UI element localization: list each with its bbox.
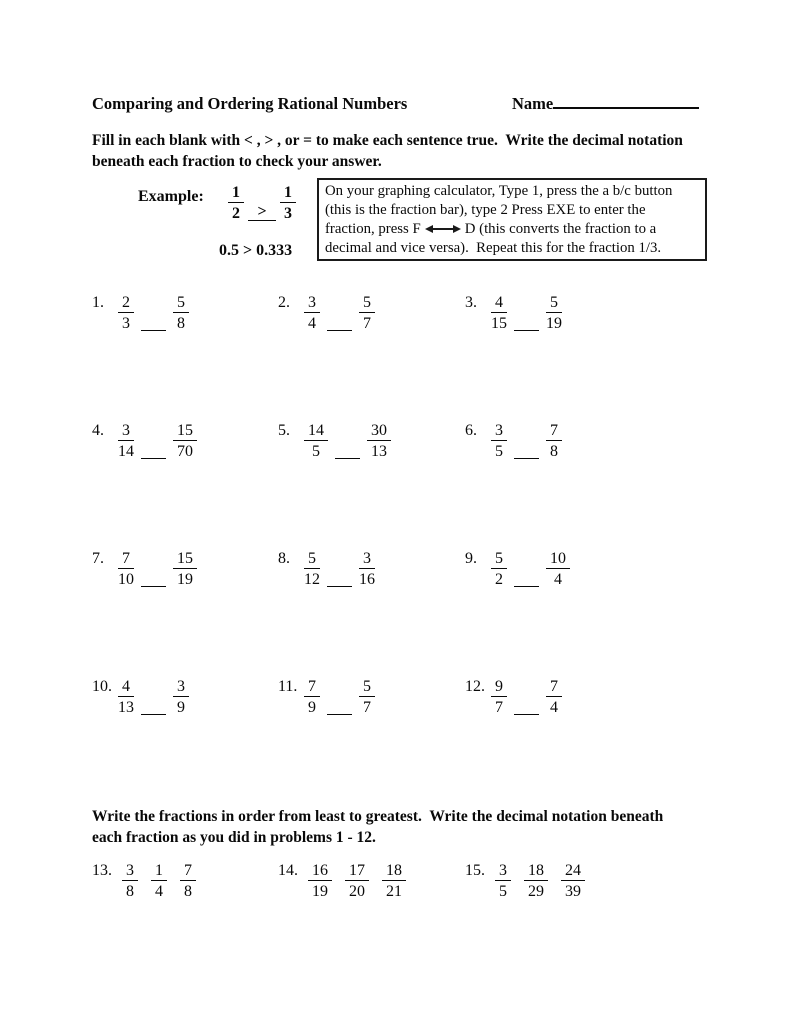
note-line-2: (this is the fraction bar), type 2 Press EXE to enter the (325, 202, 646, 218)
fraction-numerator: 3 (495, 862, 511, 881)
fraction-numerator: 5 (359, 678, 375, 697)
calculator-note-box (317, 178, 707, 261)
fraction-numerator: 24 (561, 862, 585, 881)
fraction (173, 422, 197, 460)
problem-number: 12. (465, 678, 485, 695)
fraction-numerator: 9 (491, 678, 507, 697)
fraction-denominator: 3 (122, 315, 130, 332)
fraction-numerator: 15 (173, 422, 197, 441)
fraction (118, 422, 134, 460)
fraction-numerator: 5 (491, 550, 507, 569)
fraction (359, 294, 375, 332)
fraction (304, 422, 328, 460)
fraction (359, 550, 375, 588)
fraction-denominator: 8 (177, 315, 185, 332)
fraction (308, 862, 332, 900)
problem-8 (278, 550, 465, 588)
problem-number: 3. (465, 294, 477, 311)
fraction (151, 862, 167, 900)
fraction-numerator: 7 (180, 862, 196, 881)
answer-blank[interactable] (327, 585, 352, 587)
fraction (382, 862, 406, 900)
fraction-numerator: 15 (173, 550, 197, 569)
fraction-numerator: 5 (173, 294, 189, 313)
name-blank-line[interactable] (553, 95, 699, 109)
problem-number: 8. (278, 550, 290, 567)
fraction (491, 294, 507, 332)
problem-11 (278, 678, 465, 716)
fraction-denominator: 19 (177, 571, 193, 588)
fraction (118, 550, 134, 588)
fraction-denominator: 70 (177, 443, 193, 460)
fraction-numerator: 1 (151, 862, 167, 881)
fraction-denominator: 3 (284, 205, 292, 222)
problem-13 (92, 862, 278, 900)
fraction-numerator: 18 (382, 862, 406, 881)
answer-blank[interactable] (141, 457, 166, 459)
fraction-denominator: 29 (528, 883, 544, 900)
problem-number: 4. (92, 422, 104, 439)
problem-5 (278, 422, 465, 460)
problem-7 (92, 550, 278, 588)
note-line-4: decimal and vice versa). Repeat this for the fraction 1/3. (325, 240, 662, 256)
note-line-1: On your graphing calculator, Type 1, press the a b/c button (325, 183, 673, 199)
problem-number: 9. (465, 550, 477, 567)
fraction-numerator: 3 (118, 422, 134, 441)
fraction-denominator: 20 (349, 883, 365, 900)
fraction (173, 550, 197, 588)
fraction-numerator: 7 (304, 678, 320, 697)
fraction (180, 862, 196, 900)
fraction-denominator: 39 (565, 883, 581, 900)
fraction-denominator: 5 (312, 443, 320, 460)
ordering-instructions (92, 806, 663, 848)
problem-4 (92, 422, 278, 460)
fraction-denominator: 8 (126, 883, 134, 900)
fraction-denominator: 2 (495, 571, 503, 588)
problems-row-3 (92, 550, 570, 588)
fraction-numerator: 7 (546, 422, 562, 441)
fraction (304, 550, 320, 588)
example-fraction-b (280, 184, 296, 222)
fraction (304, 294, 320, 332)
problem-15 (465, 862, 598, 900)
fraction (491, 422, 507, 460)
f-to-d-arrow-icon (424, 224, 462, 234)
example-fraction-a (228, 184, 244, 222)
fraction-numerator: 3 (173, 678, 189, 697)
fraction-numerator: 30 (367, 422, 391, 441)
problem-number: 7. (92, 550, 104, 567)
fraction (546, 422, 562, 460)
fraction-denominator: 5 (499, 883, 507, 900)
fraction-numerator: 4 (118, 678, 134, 697)
note-line-3 (325, 220, 700, 239)
answer-blank[interactable] (141, 713, 166, 715)
answer-blank[interactable] (514, 713, 539, 715)
fraction-denominator: 7 (495, 699, 503, 716)
fraction-numerator: 18 (524, 862, 548, 881)
fraction (561, 862, 585, 900)
note-line-3-post: D (this converts the fraction to a (464, 221, 657, 237)
fraction-denominator: 10 (118, 571, 134, 588)
name-field-group (512, 94, 699, 114)
ordering-instructions-line-1: Write the fractions in order from least to greatest. Write the decimal notation beneath (92, 808, 664, 825)
problems-row-4 (92, 678, 562, 716)
problem-number: 2. (278, 294, 290, 311)
page-title: Comparing and Ordering Rational Numbers (92, 94, 408, 113)
problem-number: 5. (278, 422, 290, 439)
problems-row-5 (92, 862, 598, 900)
fraction-denominator: 9 (308, 699, 316, 716)
example-label: Example: (138, 188, 204, 205)
fraction-numerator: 14 (304, 422, 328, 441)
answer-blank[interactable] (514, 457, 539, 459)
problem-2 (278, 294, 465, 332)
fraction-denominator: 14 (118, 443, 134, 460)
problem-number: 13. (92, 862, 112, 879)
fraction-denominator: 21 (386, 883, 402, 900)
problem-number: 6. (465, 422, 477, 439)
fraction-numerator: 3 (122, 862, 138, 881)
fraction-denominator: 19 (546, 315, 562, 332)
name-label: Name (512, 94, 554, 113)
fraction (118, 678, 134, 716)
fraction-denominator: 13 (371, 443, 387, 460)
problem-number: 11. (278, 678, 298, 695)
fraction-denominator: 16 (359, 571, 375, 588)
fraction (345, 862, 369, 900)
fraction-denominator: 2 (232, 205, 240, 222)
fraction-numerator: 3 (491, 422, 507, 441)
note-line-3-pre: fraction, press F (325, 221, 421, 237)
fraction-denominator: 4 (550, 699, 558, 716)
fraction-denominator: 19 (312, 883, 328, 900)
fraction-numerator: 17 (345, 862, 369, 881)
fraction-denominator: 9 (177, 699, 185, 716)
fraction-denominator: 4 (155, 883, 163, 900)
fraction-numerator: 4 (491, 294, 507, 313)
fraction-numerator: 16 (308, 862, 332, 881)
fraction-numerator: 2 (118, 294, 134, 313)
example-decimal-check: 0.5 > 0.333 (219, 242, 293, 259)
problem-6 (465, 422, 562, 460)
problem-3 (465, 294, 562, 332)
answer-blank[interactable] (327, 329, 352, 331)
fraction (359, 678, 375, 716)
fraction (173, 294, 189, 332)
fraction (546, 678, 562, 716)
instructions (92, 130, 683, 172)
problem-number: 15. (465, 862, 485, 879)
fraction-numerator: 1 (228, 184, 244, 203)
problem-number: 10. (92, 678, 112, 695)
fraction-numerator: 5 (359, 294, 375, 313)
fraction (118, 294, 134, 332)
fraction-denominator: 12 (304, 571, 320, 588)
fraction-denominator: 5 (495, 443, 503, 460)
fraction-numerator: 7 (546, 678, 562, 697)
answer-blank[interactable] (514, 585, 539, 587)
fraction-numerator: 10 (546, 550, 570, 569)
ordering-instructions-line-2: each fraction as you did in problems 1 - 12. (92, 829, 376, 846)
problem-9 (465, 550, 570, 588)
fraction-numerator: 7 (118, 550, 134, 569)
answer-blank[interactable] (141, 329, 166, 331)
fraction (546, 294, 562, 332)
instructions-line-2: beneath each fraction to check your answer. (92, 153, 382, 170)
fraction-denominator: 7 (363, 315, 371, 332)
instructions-line-1: Fill in each blank with < , > , or = to make each sentence true. Write the decimal notation (92, 132, 683, 149)
example-comparator-on-blank: > (248, 203, 276, 221)
problem-1 (92, 294, 278, 332)
problem-14 (278, 862, 465, 900)
fraction (524, 862, 548, 900)
problem-10 (92, 678, 278, 716)
answer-blank[interactable] (335, 457, 360, 459)
answer-blank[interactable] (514, 329, 539, 331)
problem-number: 14. (278, 862, 298, 879)
problem-number: 1. (92, 294, 104, 311)
fraction (491, 550, 507, 588)
fraction-numerator: 3 (304, 294, 320, 313)
fraction (495, 862, 511, 900)
fraction-denominator: 8 (184, 883, 192, 900)
fraction-numerator: 3 (359, 550, 375, 569)
problem-12 (465, 678, 562, 716)
fraction (304, 678, 320, 716)
example-expression (228, 184, 296, 222)
fraction (122, 862, 138, 900)
answer-blank[interactable] (141, 585, 166, 587)
fraction-numerator: 1 (280, 184, 296, 203)
fraction (367, 422, 391, 460)
fraction (491, 678, 507, 716)
fraction-denominator: 13 (118, 699, 134, 716)
problems-row-2 (92, 422, 562, 460)
fraction-denominator: 15 (491, 315, 507, 332)
fraction-denominator: 4 (554, 571, 562, 588)
fraction (546, 550, 570, 588)
fraction-denominator: 8 (550, 443, 558, 460)
fraction-numerator: 5 (546, 294, 562, 313)
fraction-denominator: 7 (363, 699, 371, 716)
fraction-denominator: 4 (308, 315, 316, 332)
fraction-numerator: 5 (304, 550, 320, 569)
answer-blank[interactable] (327, 713, 352, 715)
fraction (173, 678, 189, 716)
problems-row-1 (92, 294, 562, 332)
